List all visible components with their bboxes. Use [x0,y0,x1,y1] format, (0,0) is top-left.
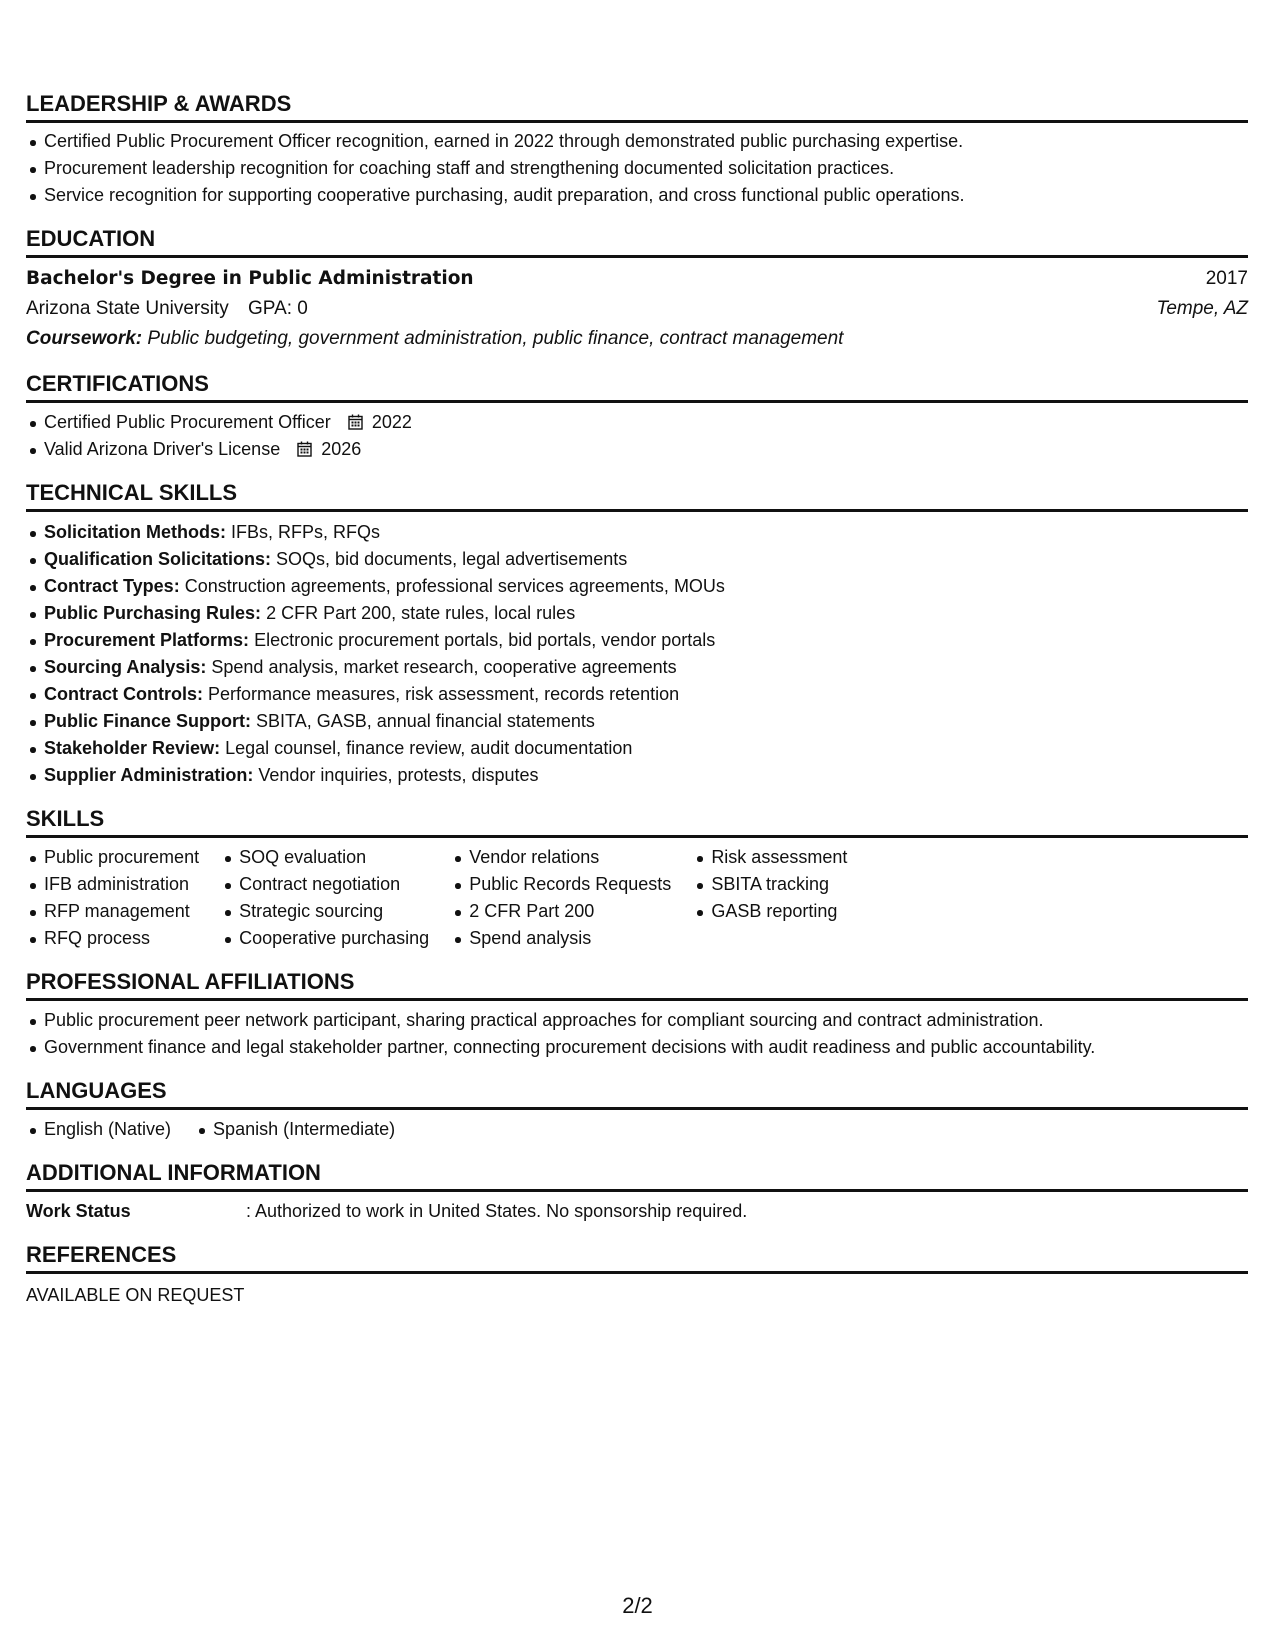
affiliations-list [26,1007,1248,1061]
list-item: Spanish (Intermediate) [195,1116,395,1143]
references-text: AVAILABLE ON REQUEST [26,1285,245,1305]
leadership-list [26,128,1248,209]
list-item [26,409,1248,436]
degree-title: Bachelor's Degree in Public Administration [26,268,474,289]
languages-heading: LANGUAGES [26,1077,1248,1110]
skill-category: Sourcing Analysis: [44,657,207,677]
list-item: Public procurement peer network participant, sharing practical approaches for compliant sourcing and contract administration. [26,1007,1248,1034]
graduation-year: 2017 [1205,268,1248,289]
list-item: IFB administration [26,871,199,898]
list-item: 2 CFR Part 200 [451,898,671,925]
list-item: SOQ evaluation [221,844,429,871]
skills-section [26,805,1248,952]
gpa: GPA: 0 [248,298,308,319]
certifications-section [26,370,1248,463]
resume-page [26,90,1248,1325]
skills-column [221,844,429,952]
list-item: RFQ process [26,925,199,952]
skill-category: Public Finance Support: [44,711,252,731]
list-item: GASB reporting [693,898,847,925]
leadership-heading: LEADERSHIP & AWARDS [26,90,1248,123]
skill-values: Performance measures, risk assessment, records retention [208,684,680,704]
coursework-label: Coursework: [26,328,143,349]
list-item: Government finance and legal stakeholder partner, connecting procurement decisions with audit readiness and public accountability. [26,1034,1248,1061]
list-item: SBITA tracking [693,871,847,898]
list-item: Public procurement [26,844,199,871]
additional-heading: ADDITIONAL INFORMATION [26,1159,1248,1192]
skill-category: Stakeholder Review: [44,738,221,758]
list-item: Strategic sourcing [221,898,429,925]
list-item: Risk assessment [693,844,847,871]
certification-name: Valid Arizona Driver's License [44,439,281,459]
list-item [26,708,1248,735]
list-item [26,600,1248,627]
certifications-list [26,409,1248,463]
list-item [26,735,1248,762]
list-item: Cooperative purchasing [221,925,429,952]
education-section [26,225,1248,354]
leadership-section [26,90,1248,209]
list-item [26,762,1248,789]
list-item [26,573,1248,600]
list-item: Spend analysis [451,925,671,952]
certification-year: 2026 [321,439,362,459]
work-status-value: : Authorized to work in United States. No sponsorship required. [246,1201,748,1221]
list-item: RFP management [26,898,199,925]
references-heading: REFERENCES [26,1241,1248,1274]
skill-values: Electronic procurement portals, bid portals, vendor portals [254,630,716,650]
certification-year: 2022 [371,412,412,432]
skill-category: Solicitation Methods: [44,522,226,542]
school-name: Arizona State University [26,298,229,319]
list-item [26,519,1248,546]
skill-category: Contract Controls: [44,684,203,704]
skill-category: Qualification Solicitations: [44,549,272,569]
skills-grid [26,844,1248,952]
list-item: Service recognition for supporting cooperative purchasing, audit preparation, and cross functional public operations. [26,182,1248,209]
skill-values: Vendor inquiries, protests, disputes [258,765,539,785]
list-item [26,681,1248,708]
skill-values: IFBs, RFPs, RFQs [231,522,381,542]
coursework [26,324,1248,354]
additional-section [26,1159,1248,1225]
education-heading: EDUCATION [26,225,1248,258]
skills-column [451,844,671,952]
skill-values: Legal counsel, finance review, audit documentation [225,738,633,758]
list-item: Public Records Requests [451,871,671,898]
list-item [26,546,1248,573]
list-item [26,436,1248,463]
skill-values: SBITA, GASB, annual financial statements [256,711,595,731]
work-status-row [26,1198,1248,1225]
affiliations-section [26,968,1248,1061]
list-item: Vendor relations [451,844,671,871]
list-item: English (Native) [26,1116,171,1143]
skill-category: Public Purchasing Rules: [44,603,262,623]
skill-values: Spend analysis, market research, cooperative agreements [211,657,677,677]
skill-category: Procurement Platforms: [44,630,250,650]
skill-values: 2 CFR Part 200, state rules, local rules [266,603,576,623]
school-location: Tempe, AZ [1156,298,1248,319]
skills-column [26,844,199,952]
certification-name: Certified Public Procurement Officer [44,412,331,432]
list-item [26,654,1248,681]
list-item [26,627,1248,654]
technical-skills-section [26,479,1248,789]
work-status-label: Work Status [26,1201,131,1221]
page-number: 2/2 [622,1593,653,1618]
calendar-icon [297,441,312,457]
certifications-heading: CERTIFICATIONS [26,370,1248,403]
technical-skills-heading: TECHNICAL SKILLS [26,479,1248,512]
languages-section [26,1077,1248,1143]
languages-list [26,1116,1248,1143]
skill-category: Contract Types: [44,576,180,596]
references-section [26,1241,1248,1309]
list-item: Certified Public Procurement Officer recognition, earned in 2022 through demonstrated public purchasing expertise. [26,128,1248,155]
skills-heading: SKILLS [26,805,1248,838]
calendar-icon [348,414,363,430]
skills-column [693,844,847,952]
list-item: Procurement leadership recognition for coaching staff and strengthening documented solicitation practices. [26,155,1248,182]
skill-category: Supplier Administration: [44,765,254,785]
skill-values: Construction agreements, professional services agreements, MOUs [184,576,725,596]
technical-skills-list [26,519,1248,789]
skill-values: SOQs, bid documents, legal advertisements [276,549,628,569]
coursework-text: Public budgeting, government administration, public finance, contract management [147,328,844,349]
list-item: Contract negotiation [221,871,429,898]
affiliations-heading: PROFESSIONAL AFFILIATIONS [26,968,1248,1001]
